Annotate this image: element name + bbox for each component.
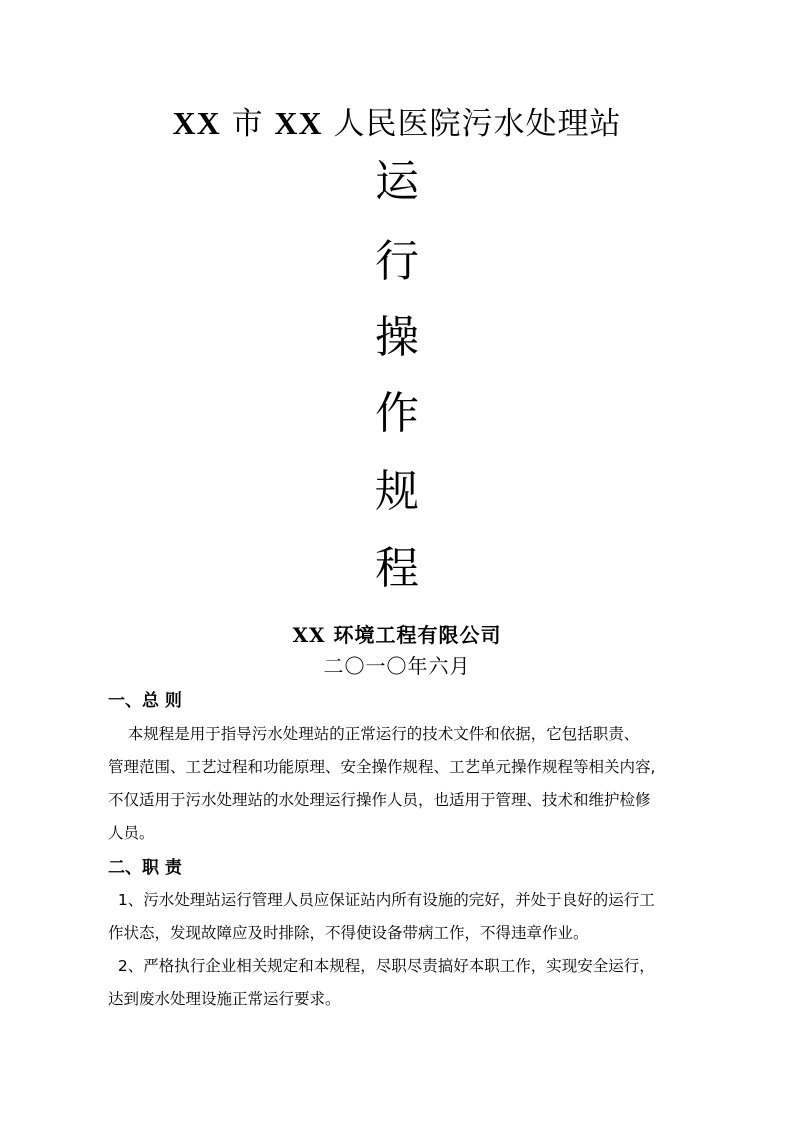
paragraph-line: 不仅适用于污水处理站的水处理运行操作人员，也适用于管理、技术和维护检修 <box>108 791 651 809</box>
section-heading-general: 一、总 则 <box>108 691 182 711</box>
vertical-title-char-3: 操 <box>375 312 419 363</box>
title-part-3: XX <box>274 105 323 141</box>
paragraph-line: 达到废水处理设施正常运行要求。 <box>108 990 341 1008</box>
vertical-title-char-5: 规 <box>375 466 419 517</box>
company-name: XX 环境工程有限公司 <box>292 623 502 647</box>
title-part-2: 市 <box>231 106 264 142</box>
vertical-title-char-2: 行 <box>375 236 419 287</box>
paragraph-line: 管理范围、工艺过程和功能原理、安全操作规程、工艺单元操作规程等相关内容, <box>108 758 656 776</box>
title-part-1: XX <box>172 105 221 141</box>
vertical-title-char-4: 作 <box>375 388 419 439</box>
document-date: 二〇一〇年六月 <box>323 654 471 678</box>
section-heading-duties: 二、职 责 <box>108 858 182 878</box>
document-title <box>0 98 794 143</box>
section-body-general <box>108 718 686 850</box>
paragraph-line: 1、污水处理站运行管理人员应保证站内所有设施的完好，并处于良好的运行工 <box>108 891 655 909</box>
paragraph-line: 本规程是用于指导污水处理站的正常运行的技术文件和依据，它包括职责、 <box>108 725 640 743</box>
title-part-4: 人民医院污水处理站 <box>333 106 622 142</box>
paragraph-line: 2、严格执行企业相关规定和本规程，尽职尽责搞好本职工作，实现安全运行， <box>108 957 655 975</box>
section-body-duties <box>108 884 686 1016</box>
paragraph-line: 作状态，发现故障应及时排除，不得使设备带病工作，不得违章作业。 <box>108 924 589 942</box>
vertical-title-char-1: 运 <box>375 156 419 207</box>
vertical-title-char-6: 程 <box>375 543 419 594</box>
paragraph-line: 人员。 <box>108 824 155 842</box>
